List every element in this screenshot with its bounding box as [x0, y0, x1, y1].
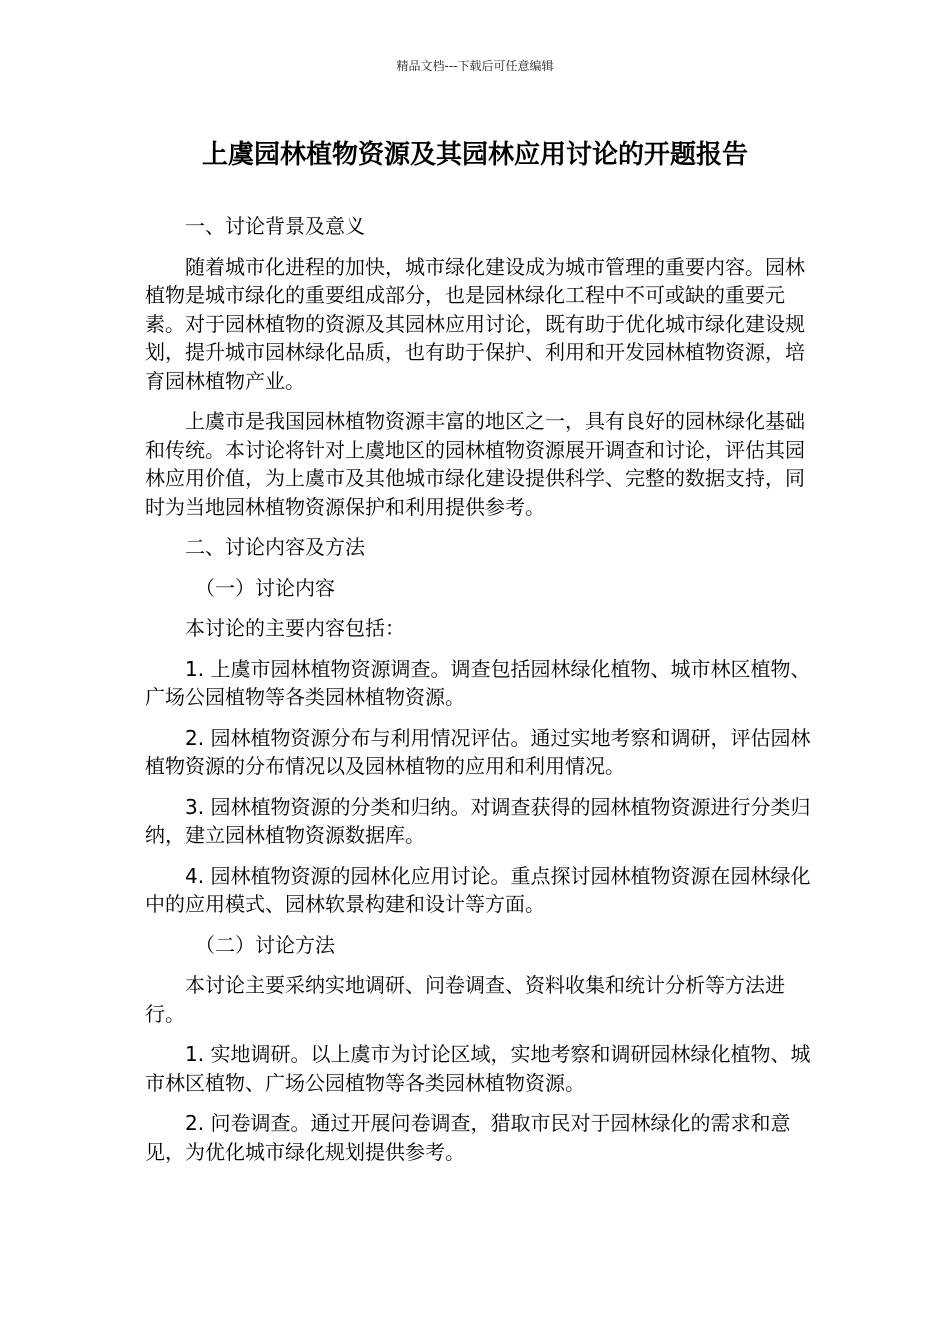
document-title: 上虞园林植物资源及其园林应用讨论的开题报告 [201, 140, 748, 170]
document-body [145, 212, 813, 1178]
body-paragraph: 本讨论的主要内容包括： [185, 616, 405, 640]
subsection-heading-content: （一）讨论内容 [195, 575, 335, 600]
list-item: 1. 实地调研。以上虞市为讨论区域，实地考察和调研园林绿化植物、城市林区植物、广场公园植物等各类园林植物资源。 [145, 1042, 811, 1095]
list-item: 2. 园林植物资源分布与利用情况评估。通过实地考察和调研，评估园林植物资源的分布情况以及园林植物的应用和利用情况。 [145, 725, 811, 778]
list-item: 2. 问卷调查。通过开展问卷调查，猎取市民对于园林绿化的需求和意见，为优化城市绿化规划提供参考。 [145, 1111, 791, 1164]
body-paragraph: 本讨论主要采纳实地调研、问卷调查、资料收集和统计分析等方法进行。 [145, 973, 785, 1026]
list-item: 4. 园林植物资源的园林化应用讨论。重点探讨园林植物资源在园林绿化中的应用模式、园林软景构建和设计等方面。 [145, 863, 811, 916]
body-paragraph: 上虞市是我国园林植物资源丰富的地区之一，具有良好的园林绿化基础和传统。本讨论将针对上虞地区的园林植物资源展开调查和讨论，评估其园林应用价值，为上虞市及其他城市绿化建设提供科学、完整的数据支持，同时为当地园林植物资源保护和利用提供参考。 [145, 409, 805, 519]
header-note: 精品文档---下载后可任意编辑 [396, 59, 554, 73]
section-heading-background: 一、讨论背景及意义 [185, 214, 365, 238]
body-paragraph: 随着城市化进程的加快，城市绿化建设成为城市管理的重要内容。园林植物是城市绿化的重要组成部分，也是园林绿化工程中不可或缺的重要元素。对于园林植物的资源及其园林应用讨论，既有助于优化城市绿化建设规划，提升城市园林绿化品质，也有助于保护、利用和开发园林植物资源，培育园林植物产业。 [145, 254, 805, 393]
subsection-heading-methods: （二）讨论方法 [195, 932, 335, 957]
section-heading-content-methods: 二、讨论内容及方法 [185, 535, 365, 559]
list-item: 3. 园林植物资源的分类和归纳。对调查获得的园林植物资源进行分类归纳，建立园林植物资源数据库。 [145, 794, 811, 847]
list-item: 1. 上虞市园林植物资源调查。调查包括园林绿化植物、城市林区植物、广场公园植物等各类园林植物资源。 [145, 656, 811, 709]
